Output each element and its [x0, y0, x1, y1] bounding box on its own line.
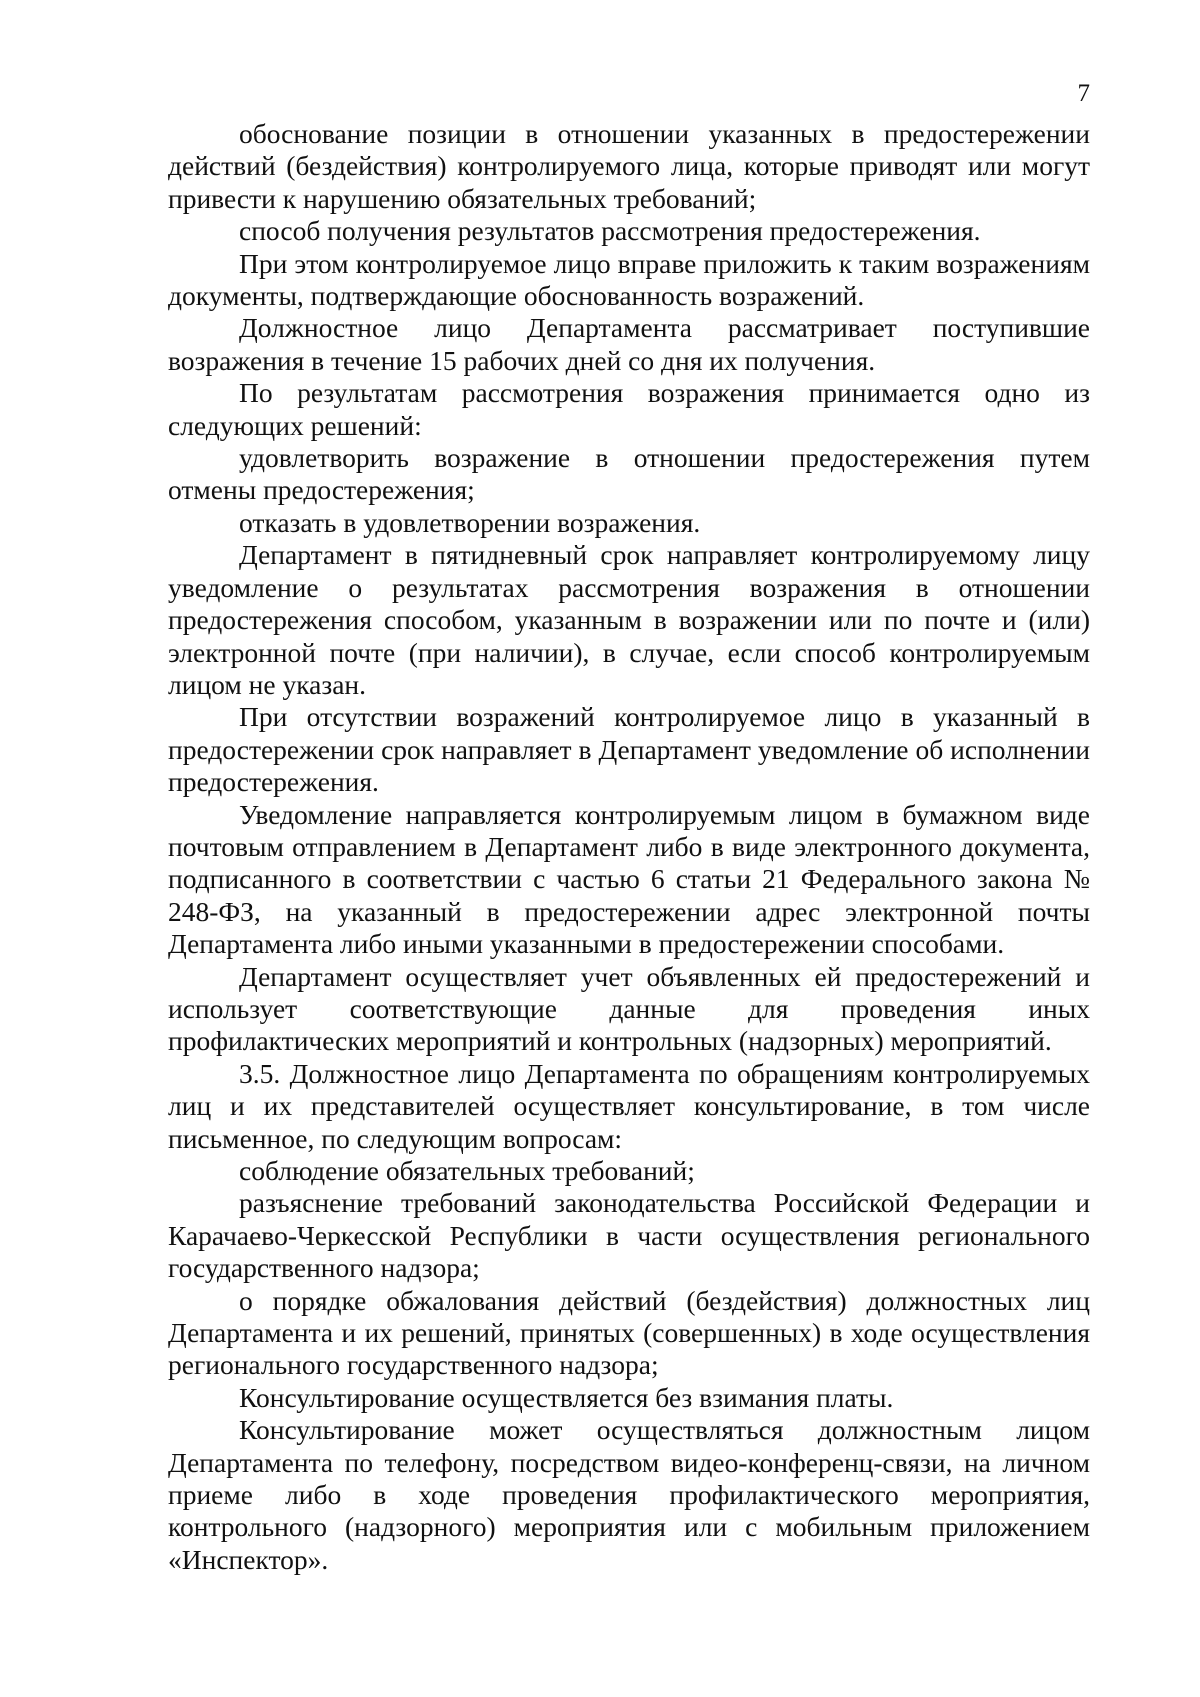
paragraph: Уведомление направляется контролируемым лицом в бумажном виде почтовым отправлением в Департамент либо в виде электронного документа, подписанного в соответствии с частью 6 статьи 21 Федерального закона № 248-ФЗ, на указанный в предостережении адрес электронной почты Департамента либо иными указанными в предостережении способами. — [168, 798, 1090, 960]
paragraph: Консультирование осуществляется без взимания платы. — [239, 1381, 894, 1413]
page-number: 7 — [1077, 80, 1090, 107]
paragraph: способ получения результатов рассмотрения предостережения. — [239, 215, 981, 247]
paragraph: Консультирование может осуществляться должностным лицом Департамента по телефону, посредством видео-конференц-связи, на личном приеме либо в ходе проведения профилактического мероприятия, контрольного (надзорного) мероприятия или с мобильным приложением «Инспектор». — [168, 1414, 1090, 1575]
paragraph: Департамент в пятидневный срок направляет контролируемому лицу уведомление о результатах рассмотрения возражения в отношении предостережения способом, указанным в возражении или по почте и (или) электронной почте (при наличии), в случае, если способ контролируемым лицом не указан. — [168, 539, 1090, 700]
paragraph: При отсутствии возражений контролируемое лицо в указанный в предостережении срок направляет в Департамент уведомление об исполнении предостережения. — [168, 701, 1090, 798]
paragraph: обоснование позиции в отношении указанных в предостережении действий (бездействия) контролируемого лица, которые приводят или могут привести к нарушению обязательных требований; — [168, 118, 1090, 214]
paragraph: о порядке обжалования действий (бездействия) должностных лиц Департамента и их решений, принятых (совершенных) в ходе осуществления регионального государственного надзора; — [168, 1284, 1090, 1381]
paragraph: разъяснение требований законодательства Российской Федерации и Карачаево-Черкесской Республики в части осуществления регионального государственного надзора; — [168, 1187, 1090, 1284]
paragraph: удовлетворить возражение в отношении предостережения путем отмены предостережения; — [168, 442, 1090, 506]
document-body — [168, 118, 1090, 1576]
paragraph: соблюдение обязательных требований; — [239, 1155, 695, 1186]
paragraph: По результатам рассмотрения возражения принимается одно из следующих решений: — [168, 377, 1090, 441]
paragraph: отказать в удовлетворении возражения. — [239, 506, 701, 538]
paragraph: 3.5. Должностное лицо Департамента по обращениям контролируемых лиц и их представителей осуществляет консультирование, в том числе письменное, по следующим вопросам: — [168, 1057, 1090, 1154]
paragraph: Должностное лицо Департамента рассматривает поступившие возражения в течение 15 рабочих дней со дня их получения. — [168, 312, 1090, 376]
paragraph: Департамент осуществляет учет объявленных ей предостережений и использует соответствующие данные для проведения иных профилактических мероприятий и контрольных (надзорных) мероприятий. — [168, 960, 1090, 1057]
paragraph: При этом контролируемое лицо вправе приложить к таким возражениям документы, подтверждающие обоснованность возражений. — [168, 247, 1090, 312]
